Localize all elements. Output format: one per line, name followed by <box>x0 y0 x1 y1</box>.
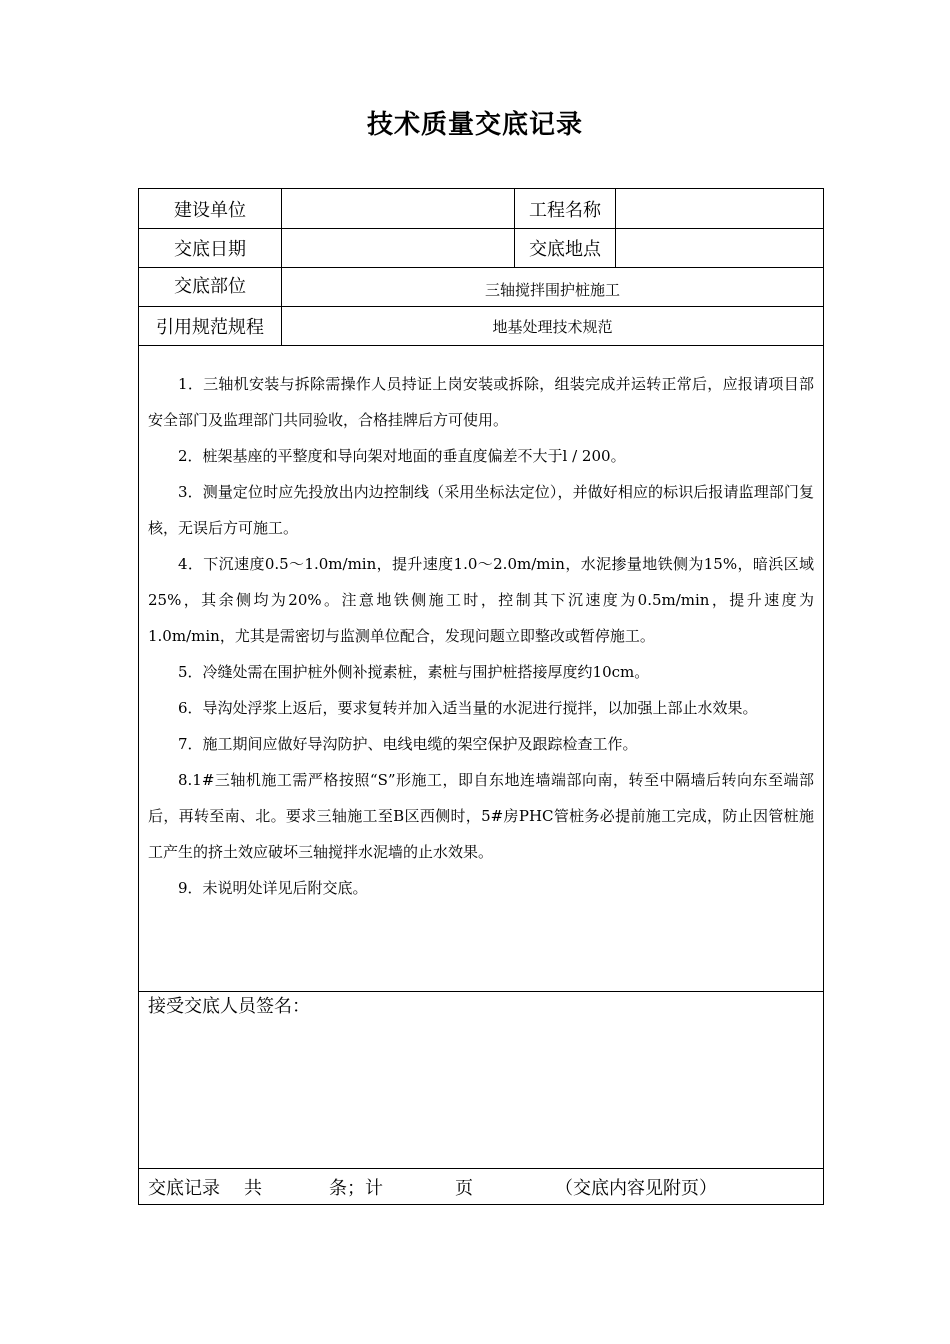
content-paragraph-2: 2．桩架基座的平整度和导向架对地面的垂直度偏差不大于l / 200。 <box>178 447 626 465</box>
pages-label: 页 <box>455 1178 473 1199</box>
part-label: 交底部位 <box>139 268 282 306</box>
attachment-note: （交底内容见附页） <box>555 1178 717 1199</box>
row-date-location <box>139 229 823 268</box>
disclosure-form <box>138 188 824 1205</box>
location-field[interactable] <box>616 229 823 267</box>
disclosure-content <box>139 346 823 992</box>
content-paragraph-7: 7．施工期间应做好导沟防护、电线电缆的架空保护及跟踪检查工作。 <box>178 735 638 753</box>
construction-unit-label: 建设单位 <box>139 189 282 228</box>
content-paragraph-4: 4．下沉速度0.5～1.0m/min，提升速度1.0～2.0m/min，水泥掺量地铁侧为15%，暗浜区域25%，其余侧均为20%。注意地铁侧施工时，控制其下沉速度为0.5m/min，提升速度为1.0m/min，尤其是需密切与监测单位配合，发现问题立即整改或暂停施工。 <box>148 555 814 645</box>
row-unit-project <box>139 189 823 229</box>
location-label: 交底地点 <box>515 229 616 267</box>
content-paragraph-6: 6．导沟处浮浆上返后，要求复转并加入适当量的水泥进行搅拌，以加强上部止水效果。 <box>178 699 758 717</box>
row-standard <box>139 307 823 346</box>
date-field[interactable] <box>282 229 515 267</box>
part-value: 三轴搅拌围护桩施工 <box>484 280 620 299</box>
record-label: 交底记录 <box>148 1178 220 1199</box>
record-footer <box>139 1168 823 1204</box>
project-name-field[interactable] <box>616 189 823 228</box>
standard-label: 引用规范规程 <box>139 307 282 345</box>
date-label: 交底日期 <box>139 229 282 267</box>
construction-unit-field[interactable] <box>282 189 515 228</box>
total-label: 共 <box>244 1178 262 1199</box>
row-part <box>139 268 823 307</box>
standard-value: 地基处理技术规范 <box>492 317 613 336</box>
content-paragraph-5: 5．冷缝处需在围护桩外侧补搅素桩，素桩与围护桩搭接厚度约10cm。 <box>178 663 650 681</box>
content-paragraph-8: 8.1#三轴机施工需严格按照“S”形施工，即自东地连墙端部向南，转至中隔墙后转向东至端部后，再转至南、北。要求三轴施工至B区西侧时，5#房PHC管桩务必提前施工完成，防止因管桩施工产生的挤土效应破坏三轴搅拌水泥墙的止水效果。 <box>148 771 814 861</box>
content-paragraph-9: 9．未说明处详见后附交底。 <box>178 879 368 897</box>
content-paragraph-3: 3．测量定位时应先投放出内边控制线（采用坐标法定位），并做好相应的标识后报请监理部门复核，无误后方可施工。 <box>148 483 814 537</box>
items-label: 条；计 <box>329 1178 383 1199</box>
content-paragraph-1: 1．三轴机安装与拆除需操作人员持证上岗安装或拆除，组装完成并运转正常后，应报请项目部安全部门及监理部门共同验收，合格挂牌后方可使用。 <box>148 375 814 429</box>
page-title: 技术质量交底记录 <box>366 110 583 140</box>
signature-label: 接受交底人员签名： <box>148 996 310 1017</box>
project-name-label: 工程名称 <box>515 189 616 228</box>
